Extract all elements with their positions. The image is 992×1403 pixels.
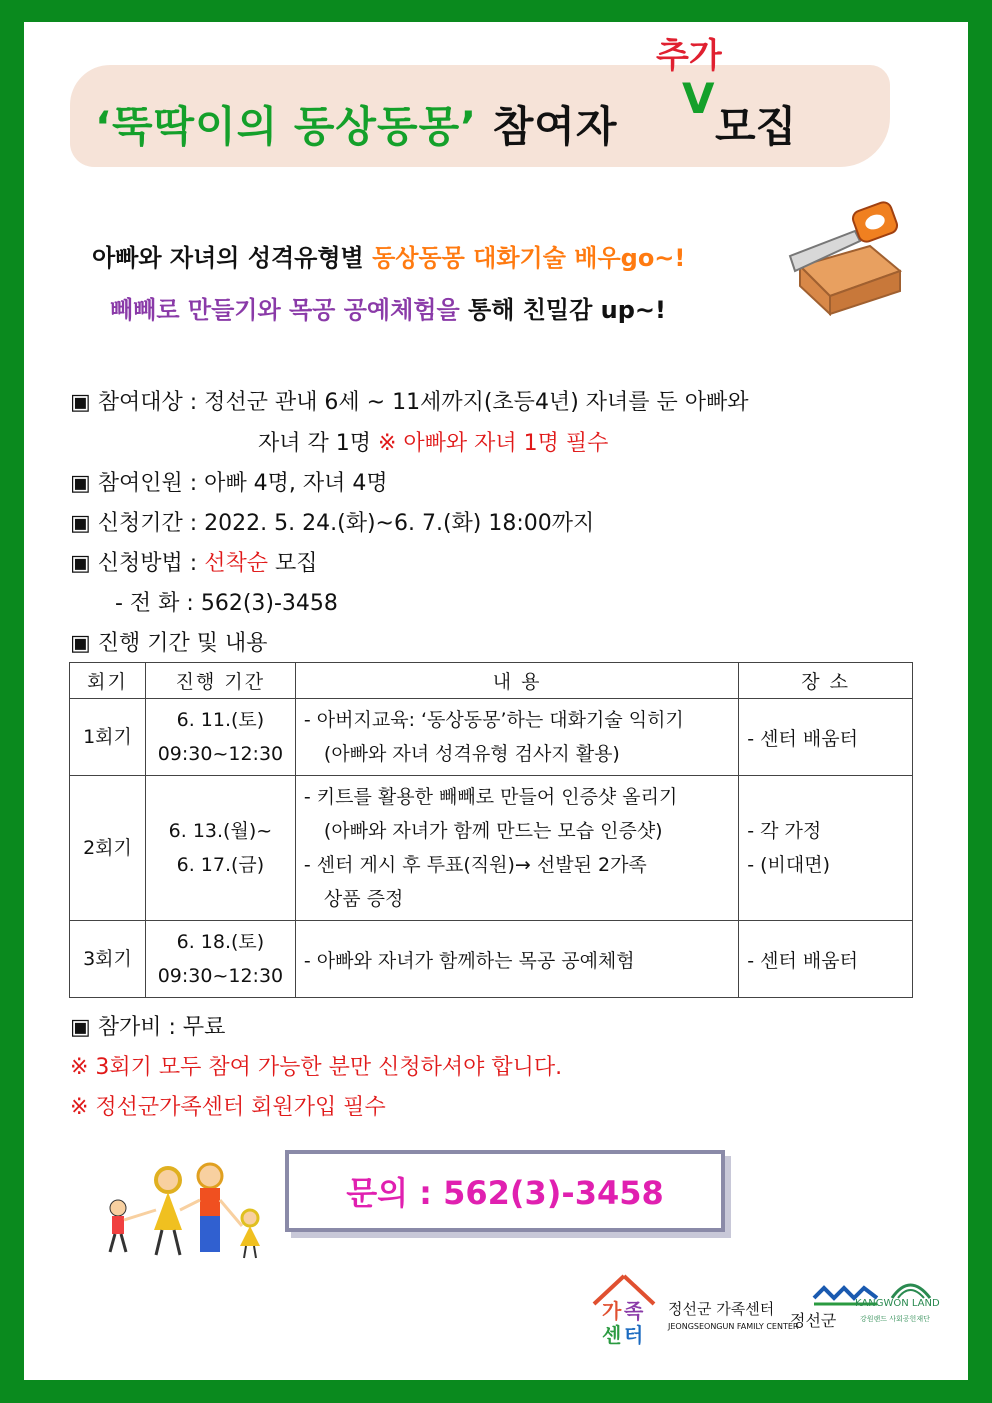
table-header-row xyxy=(70,663,913,699)
phone-line: - 전 화 : 562(3)-3458 xyxy=(115,591,338,616)
poster-title xyxy=(95,94,617,154)
date-end: 6. 17.(금) xyxy=(176,854,265,876)
date-start: 6. 11.(토) xyxy=(176,709,265,731)
place-line: - (비대면) xyxy=(747,854,831,876)
logo-char-ga: 가 xyxy=(602,1299,622,1323)
place-cell: - 센터 배움터 xyxy=(739,921,913,998)
target-line: ▣ 참여대상 : 정선군 관내 6세 ~ 11세까지(초등4년) 자녀를 둔 아빠와 xyxy=(70,390,749,415)
title-program-name: ‘뚝딱이의 동상동몽’ xyxy=(95,102,478,151)
saw-wood-icon xyxy=(760,196,910,316)
family-illustration xyxy=(100,1160,270,1260)
table-row xyxy=(70,699,913,776)
table-row xyxy=(70,776,913,921)
kangwon-land-name: KANGWON LAND xyxy=(855,1298,940,1309)
title-recruit: 모집 xyxy=(715,102,797,151)
content-line: (아빠와 자녀 성격유형 검사지 활용) xyxy=(323,743,620,765)
county-name: 정선군 xyxy=(790,1311,837,1330)
method-value: 선착순 xyxy=(204,551,268,576)
title-added-mark: 추가 xyxy=(656,36,722,76)
content-line: (아빠와 자녀가 함께 만드는 모습 인증샷) xyxy=(323,820,663,842)
table-header: 장 소 xyxy=(739,663,913,699)
logo-char-jok: 족 xyxy=(624,1299,644,1323)
logo-char-teo: 터 xyxy=(624,1323,644,1347)
schedule-heading: ▣ 진행 기간 및 내용 xyxy=(70,631,268,656)
target-note: ※ 아빠와 자녀 1명 필수 xyxy=(378,431,609,456)
content-line: - 아버지교육: ‘동상동몽’하는 대화기술 익히기 xyxy=(303,709,684,731)
content-cell xyxy=(295,776,738,921)
method-label: ▣ 신청방법 : xyxy=(70,551,205,576)
content-line: - 키트를 활용한 빼빼로 만들어 인증샷 올리기 xyxy=(303,786,678,808)
tagline-1a: 아빠와 자녀의 성격유형별 xyxy=(92,244,373,272)
note-all-sessions: ※ 3회기 모두 참여 가능한 분만 신청하셔야 합니다. xyxy=(70,1055,563,1080)
logo-char-sen: 센 xyxy=(602,1323,622,1347)
date-start: 6. 18.(토) xyxy=(176,931,265,953)
count-line: ▣ 참여인원 : 아빠 4명, 자녀 4명 xyxy=(70,471,388,496)
session-cell: 2회기 xyxy=(70,776,146,921)
tagline-2b: 통해 친밀감 up~! xyxy=(459,296,666,324)
place-line: - 각 가정 xyxy=(747,820,822,842)
period-line: ▣ 신청기간 : 2022. 5. 24.(화)~6. 7.(화) 18:00까지 xyxy=(70,511,595,536)
date-cell xyxy=(145,921,295,998)
tagline-1b: 동상동몽 대화기술 배우go~! xyxy=(372,244,686,272)
date-cell xyxy=(145,699,295,776)
date-time: 09:30~12:30 xyxy=(157,743,284,765)
title-participants: 참여자 xyxy=(492,102,618,151)
tagline-2a: 빼빼로 만들기와 목공 공예체험을 xyxy=(110,296,460,324)
date-time: 09:30~12:30 xyxy=(157,965,284,987)
method-line xyxy=(70,546,317,577)
session-cell: 1회기 xyxy=(70,699,146,776)
table-header: 내 용 xyxy=(295,663,738,699)
schedule-table xyxy=(69,662,913,998)
target-line-2 xyxy=(258,426,608,457)
kangwon-land-sub: 강원랜드 사회공헌재단 xyxy=(860,1315,930,1323)
content-line: 상품 증정 xyxy=(323,888,404,910)
method-suffix: 모집 xyxy=(267,551,318,576)
place-cell: - 센터 배움터 xyxy=(739,699,913,776)
content-cell: - 아빠와 자녀가 함께하는 목공 공예체험 xyxy=(295,921,738,998)
table-header: 회기 xyxy=(70,663,146,699)
place-cell xyxy=(739,776,913,921)
content-line: - 센터 게시 후 투표(직원)→ 선발된 2가족 xyxy=(303,854,647,876)
target-line-2a: 자녀 각 1명 xyxy=(258,431,378,456)
table-header: 진행 기간 xyxy=(145,663,295,699)
contact-box xyxy=(285,1150,725,1232)
check-mark-icon: V xyxy=(682,74,715,123)
tagline-1 xyxy=(92,238,685,273)
session-cell: 3회기 xyxy=(70,921,146,998)
note-membership: ※ 정선군가족센터 회원가입 필수 xyxy=(70,1095,386,1120)
center-en: JEONGSEONGUN FAMILY CENTER xyxy=(668,1322,799,1331)
content-cell xyxy=(295,699,738,776)
center-name: 정선군 가족센터 xyxy=(668,1300,775,1318)
date-cell xyxy=(145,776,295,921)
contact-text: 문의 : 562(3)-3458 xyxy=(346,1174,664,1212)
tagline-2 xyxy=(110,290,666,325)
date-start: 6. 13.(월)~ xyxy=(168,820,273,842)
fee-line: ▣ 참가비 : 무료 xyxy=(70,1015,226,1040)
table-row xyxy=(70,921,913,998)
